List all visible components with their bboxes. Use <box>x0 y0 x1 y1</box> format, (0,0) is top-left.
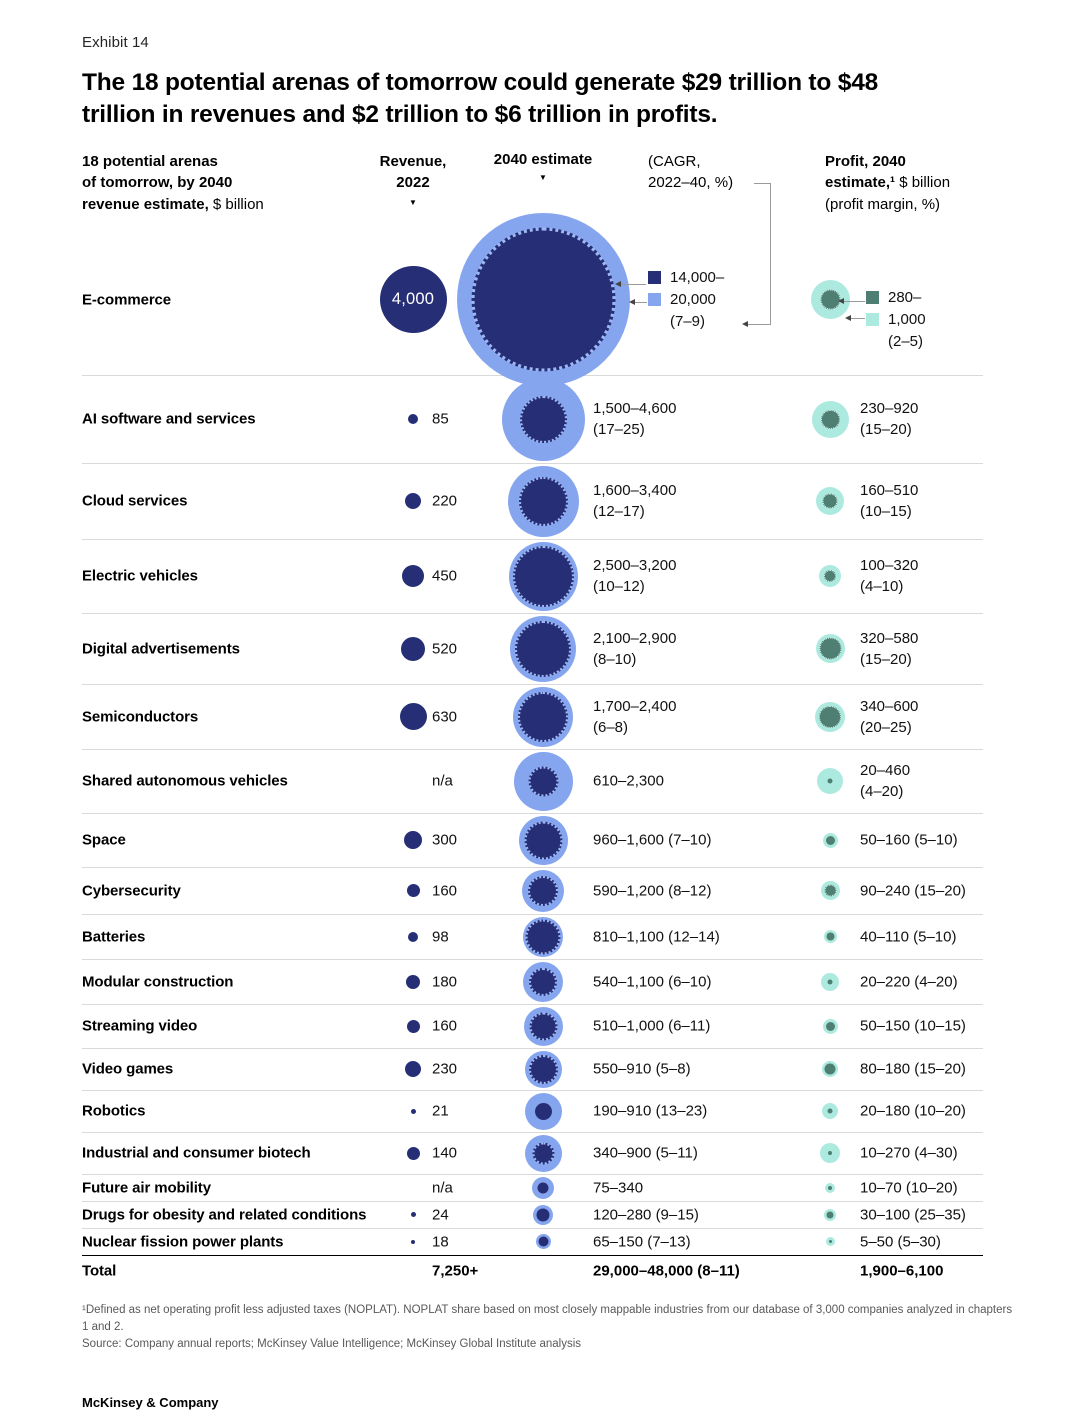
arena-label: Space <box>82 831 126 849</box>
profit-low-circle <box>828 1109 833 1114</box>
estimate-low-circle <box>518 692 568 742</box>
revenue-value: 160 <box>432 1017 458 1035</box>
arena-row <box>82 1090 983 1132</box>
estimate-value: 190–910 (13–23) <box>593 1102 708 1120</box>
revenue-bubble <box>404 831 422 849</box>
arena-row <box>82 1174 983 1201</box>
arena-row <box>82 749 983 813</box>
arena-row <box>82 1201 983 1228</box>
profit-legend <box>866 287 926 353</box>
legend-label: (7–9) <box>670 313 706 331</box>
estimate-low-circle <box>528 876 558 906</box>
legend-line <box>648 311 724 333</box>
revenue-bubble-circle <box>411 1212 416 1217</box>
profit-value: 160–510 (10–15) <box>860 482 919 521</box>
estimate-low-circle <box>538 1237 548 1247</box>
revenue-bubble <box>411 1212 416 1217</box>
estimate-bubble <box>525 1051 562 1088</box>
legend-line <box>866 287 926 309</box>
legend-line <box>866 331 926 353</box>
left-arrow-icon <box>838 298 844 304</box>
revenue-bubble <box>380 266 447 333</box>
estimate-low-circle <box>515 621 571 677</box>
profit-bubble <box>823 1019 838 1034</box>
arena-label: Video games <box>82 1060 174 1078</box>
revenue-bubble-circle <box>405 1061 421 1077</box>
estimate-value: 1,500–4,600 (17–25) <box>593 400 677 439</box>
arena-row <box>82 684 983 749</box>
arena-label: AI software and services <box>82 410 256 428</box>
estimate-low-circle <box>529 968 557 996</box>
estimate-value: 1,600–3,400 (12–17) <box>593 482 677 521</box>
arena-label: Cybersecurity <box>82 882 181 900</box>
estimate-value: 540–1,100 (6–10) <box>593 973 712 991</box>
profit-low-circle <box>828 1186 832 1190</box>
profit-value: 50–160 (5–10) <box>860 831 958 849</box>
revenue-value: 230 <box>432 1060 458 1078</box>
arena-label: Modular construction <box>82 973 234 991</box>
revenue-bubble-circle <box>402 565 424 587</box>
profit-value: 100–320 (4–10) <box>860 557 919 596</box>
profit-value: 10–70 (10–20) <box>860 1179 958 1197</box>
estimate-bubble <box>524 1007 563 1046</box>
revenue-value: 160 <box>432 882 458 900</box>
revenue-bubble <box>408 932 418 942</box>
profit-low-circle <box>829 1240 832 1243</box>
estimate-bubble <box>533 1205 553 1225</box>
profit-low-circle <box>824 570 836 582</box>
profit-bubble <box>820 1143 840 1163</box>
connector-line <box>621 284 646 285</box>
revenue-value: 220 <box>432 492 458 510</box>
revenue-value: n/a <box>432 772 453 790</box>
profit-low-circle <box>824 885 836 897</box>
estimate-bubble <box>525 1135 562 1172</box>
connector-line <box>844 301 865 302</box>
revenue-value: 180 <box>432 973 458 991</box>
arena-row <box>82 1228 983 1255</box>
profit-low-circle <box>825 1064 836 1075</box>
estimate-bubble <box>509 542 578 611</box>
arena-label: Shared autonomous vehicles <box>82 772 288 790</box>
profit-low-circle <box>827 1211 834 1218</box>
revenue-bubble-circle <box>407 1020 420 1033</box>
revenue-value: 4,000 <box>391 290 435 309</box>
estimate-low-circle <box>535 1103 552 1120</box>
legend-label: 20,000 <box>670 291 716 309</box>
legend-label: 280– <box>888 289 922 307</box>
profit-bubble <box>819 565 841 587</box>
estimate-value: 1,700–2,400 (6–8) <box>593 697 677 736</box>
arena-row <box>82 1004 983 1048</box>
profit-low-circle <box>823 494 838 509</box>
profit-bubble <box>812 401 849 438</box>
estimate-bubble <box>457 213 630 386</box>
profit-bubble <box>816 634 845 663</box>
total-profit-value: 1,900–6,100 <box>860 1262 944 1280</box>
total-revenue-value: 7,250+ <box>432 1262 479 1280</box>
down-arrow-icon: ▼ <box>409 197 417 207</box>
legend-swatch-dark-teal <box>866 291 879 304</box>
estimate-value: 960–1,600 (7–10) <box>593 831 712 849</box>
revenue-value: 98 <box>432 928 449 946</box>
footnote <box>82 1302 1014 1354</box>
profit-value: 20–180 (10–20) <box>860 1102 966 1120</box>
revenue-value: 140 <box>432 1144 458 1162</box>
arena-row <box>82 613 983 684</box>
down-arrow-icon: ▼ <box>539 172 547 182</box>
profit-bubble <box>815 702 845 732</box>
revenue-bubble <box>408 414 418 424</box>
estimate-bubble <box>513 687 573 747</box>
arena-label: Future air mobility <box>82 1179 211 1197</box>
revenue-bubble-circle <box>408 932 418 942</box>
revenue-value: 630 <box>432 708 458 726</box>
revenue-bubble-circle <box>407 1147 420 1160</box>
profit-value: 50–150 (10–15) <box>860 1017 966 1035</box>
estimate-value: 75–340 <box>593 1179 644 1197</box>
profit-bubble <box>823 833 838 848</box>
arena-row <box>82 463 983 539</box>
total-estimate-value: 29,000–48,000 (8–11) <box>593 1262 740 1280</box>
profit-bubble <box>824 1209 836 1221</box>
estimate-value: 340–900 (5–11) <box>593 1144 698 1162</box>
estimate-value: 2,500–3,200 (10–12) <box>593 557 677 596</box>
profit-low-circle <box>826 836 835 845</box>
arena-label: Semiconductors <box>82 708 199 726</box>
arena-header-line3: revenue estimate, $ billion <box>82 196 264 214</box>
estimate-bubble <box>536 1234 551 1249</box>
page-title: The 18 potential arenas of tomorrow could generate $29 trillion to $48 trillion in revenues and $2 trillion to $6 trillion in profits. <box>82 69 879 128</box>
revenue-bubble <box>405 493 421 509</box>
arena-row <box>82 375 983 463</box>
revenue-bubble <box>405 1061 421 1077</box>
profit-low-circle <box>819 638 841 660</box>
revenue-value: 21 <box>432 1102 449 1120</box>
revenue-bubble <box>411 1109 416 1114</box>
profit-value: 320–580 (15–20) <box>860 629 919 668</box>
arena-label: Drugs for obesity and related conditions <box>82 1206 367 1224</box>
revenue-bubble <box>406 975 420 989</box>
estimate-low-circle <box>537 1208 550 1221</box>
revenue-bubble-circle <box>408 414 418 424</box>
estimate-value: 590–1,200 (8–12) <box>593 882 712 900</box>
revenue-value: 300 <box>432 831 458 849</box>
left-arrow-icon <box>629 299 635 305</box>
profit-value: 5–50 (5–30) <box>860 1233 941 1251</box>
estimate-legend <box>648 267 724 333</box>
connector-line <box>748 324 770 325</box>
estimate-low-circle <box>519 477 568 526</box>
legend-line <box>866 309 926 331</box>
revenue-bubble-circle <box>411 1240 415 1244</box>
estimate-low-circle <box>520 396 567 443</box>
revenue-bubble <box>400 703 427 730</box>
estimate-low-circle <box>529 1012 557 1040</box>
estimate-bubble <box>514 752 573 811</box>
profit-bubble <box>816 487 844 515</box>
revenue-bubble-circle <box>407 884 420 897</box>
estimate-low-circle <box>526 919 561 954</box>
profit-bubble <box>817 768 843 794</box>
estimate-bubble <box>523 917 563 957</box>
footnote-definition: ¹Defined as net operating profit less adjusted taxes (NOPLAT). NOPLAT share based on most closely mappable industries from our database of 3,000 companies analyzed in chapters 1 and 2. <box>82 1303 1013 1333</box>
revenue-value: 450 <box>432 567 458 585</box>
estimate-bubble <box>510 616 576 682</box>
total-label: Total <box>82 1262 117 1280</box>
profit-bubble <box>822 1061 838 1077</box>
profit-low-circle <box>828 1151 832 1155</box>
arena-label: Batteries <box>82 928 146 946</box>
arena-label: Electric vehicles <box>82 567 198 585</box>
estimate-value: 550–910 (5–8) <box>593 1060 691 1078</box>
arena-row <box>82 813 983 867</box>
estimate-bubble <box>519 816 568 865</box>
estimate-low-circle <box>513 546 574 607</box>
total-row <box>82 1255 983 1286</box>
profit-low-circle <box>828 779 833 784</box>
profit-low-circle <box>826 933 834 941</box>
estimate-low-circle <box>471 228 615 372</box>
exhibit-label: Exhibit 14 <box>82 34 149 51</box>
revenue-bubble-circle <box>406 975 420 989</box>
arena-label: Digital advertisements <box>82 640 240 658</box>
arena-row <box>82 867 983 914</box>
left-arrow-icon <box>845 315 851 321</box>
arena-row <box>82 1048 983 1090</box>
legend-label: 1,000 <box>888 311 926 329</box>
profit-value: 80–180 (15–20) <box>860 1060 966 1078</box>
revenue-bubble <box>401 637 425 661</box>
profit-low-circle <box>821 410 840 429</box>
estimate-value: 510–1,000 (6–11) <box>593 1017 711 1035</box>
profit-value: 340–600 (20–25) <box>860 697 919 736</box>
arena-label: Cloud services <box>82 492 188 510</box>
legend-swatch-light-blue <box>648 293 661 306</box>
arena-label: Nuclear fission power plants <box>82 1233 284 1251</box>
revenue-bubble-circle <box>401 637 425 661</box>
cagr-bracket-line <box>754 183 771 325</box>
profit-value: 20–220 (4–20) <box>860 973 958 991</box>
arena-row <box>82 1132 983 1174</box>
revenue-value: 18 <box>432 1233 449 1251</box>
profit-bubble <box>824 930 837 943</box>
revenue-bubble-circle <box>380 266 447 333</box>
arena-header-line1: 18 potential arenas <box>82 152 218 170</box>
legend-line <box>648 289 724 311</box>
revenue-value: 85 <box>432 410 449 428</box>
arena-label: Streaming video <box>82 1017 198 1035</box>
profit-value: 30–100 (25–35) <box>860 1206 966 1224</box>
profit-bubble <box>822 1103 838 1119</box>
profit-value: 40–110 (5–10) <box>860 928 957 946</box>
legend-line <box>648 267 724 289</box>
arena-label: Robotics <box>82 1102 146 1120</box>
profit-low-circle <box>828 979 833 984</box>
arena-row <box>82 225 983 375</box>
estimate-low-circle <box>528 766 558 796</box>
estimate-bubble <box>502 378 585 461</box>
revenue-bubble <box>407 1020 420 1033</box>
revenue-bubble <box>402 565 424 587</box>
revenue-value: 520 <box>432 640 458 658</box>
column-header-cagr: (CAGR, 2022–40, %) <box>648 152 734 192</box>
brand-logo: McKinsey & Company <box>82 1395 219 1411</box>
estimate-low-circle <box>529 1055 558 1084</box>
profit-value: 230–920 (15–20) <box>860 400 919 439</box>
left-arrow-icon <box>742 321 748 327</box>
revenue-bubble <box>407 1147 420 1160</box>
footnote-source: Source: Company annual reports; McKinsey Value Intelligence; McKinsey Global Institute analysis <box>82 1338 582 1351</box>
estimate-bubble <box>532 1177 554 1199</box>
arena-row <box>82 959 983 1004</box>
profit-low-circle <box>820 290 840 310</box>
arena-row <box>82 539 983 613</box>
profit-header-line2: estimate,¹ $ billion <box>825 174 951 192</box>
estimate-low-circle <box>532 1142 554 1164</box>
estimate-value: 2,100–2,900 (8–10) <box>593 629 677 668</box>
arena-label: Industrial and consumer biotech <box>82 1144 311 1162</box>
estimate-bubble <box>508 466 579 537</box>
connector-line <box>851 318 865 319</box>
profit-bubble <box>821 881 840 900</box>
profit-value: 10–270 (4–30) <box>860 1144 958 1162</box>
revenue-value: 24 <box>432 1206 449 1224</box>
estimate-value: 810–1,100 (12–14) <box>593 928 720 946</box>
estimate-low-circle <box>524 821 562 859</box>
estimate-value: 65–150 (7–13) <box>593 1233 691 1251</box>
legend-label: 14,000– <box>670 269 725 287</box>
profit-bubble <box>826 1237 835 1246</box>
legend-swatch-dark-blue <box>648 271 661 284</box>
arena-row <box>82 914 983 959</box>
arena-label: E-commerce <box>82 291 172 309</box>
profit-bubble <box>821 973 839 991</box>
estimate-value: 120–280 (9–15) <box>593 1206 699 1224</box>
profit-value: 20–460 (4–20) <box>860 762 911 801</box>
estimate-bubble <box>523 962 563 1002</box>
revenue-bubble-circle <box>404 831 422 849</box>
column-header-estimate: 2040 estimate ▼ <box>493 150 593 182</box>
estimate-bubble <box>525 1093 562 1130</box>
revenue-value: n/a <box>432 1179 453 1197</box>
revenue-bubble <box>407 884 420 897</box>
profit-low-circle <box>819 706 841 728</box>
bubble-table <box>82 225 983 1286</box>
column-header-profit: Profit, 2040 estimate,¹ $ billion (profit margin, %) <box>825 151 1010 216</box>
revenue-bubble <box>411 1240 415 1244</box>
column-header-revenue: Revenue, 2022 ▼ <box>379 152 447 207</box>
left-arrow-icon <box>615 281 621 287</box>
estimate-value: 610–2,300 <box>593 772 664 790</box>
estimate-bubble <box>522 870 564 912</box>
legend-swatch-light-teal <box>866 313 879 326</box>
column-header-arena <box>82 151 322 216</box>
revenue-bubble-circle <box>405 493 421 509</box>
legend-label: (2–5) <box>888 333 924 351</box>
revenue-bubble-circle <box>411 1109 416 1114</box>
arena-header-line2: of tomorrow, by 2040 <box>82 174 233 192</box>
estimate-low-circle <box>538 1182 549 1193</box>
revenue-bubble-circle <box>400 703 427 730</box>
profit-value: 90–240 (15–20) <box>860 882 966 900</box>
profit-low-circle <box>826 1022 835 1031</box>
profit-bubble <box>825 1183 835 1193</box>
connector-line <box>635 302 647 303</box>
